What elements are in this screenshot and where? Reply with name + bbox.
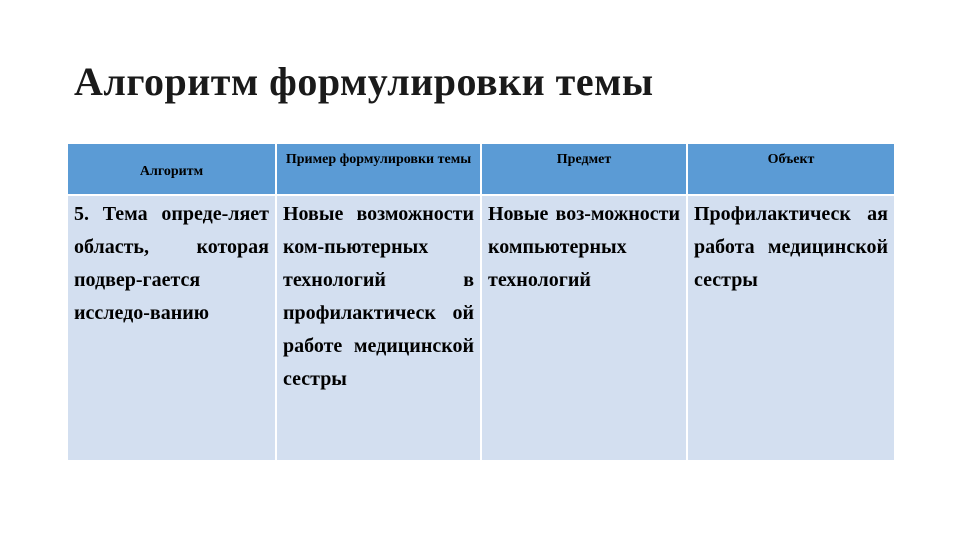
cell-subject xyxy=(481,195,687,461)
header-example xyxy=(276,143,481,195)
header-subject-label: Предмет xyxy=(556,152,612,167)
cell-algorithm-text: 5. Тема опреде-ляет область, которая подвер-гается исследо-ванию xyxy=(74,203,269,324)
table-row xyxy=(67,195,895,461)
cell-object-text: Профилактическ ая работа медицинской сестры xyxy=(694,203,888,291)
header-object xyxy=(687,143,895,195)
cell-example-text: Новые возможности ком-пьютерных технологий в профилактическ ой работе медицинской сестры xyxy=(283,203,474,390)
header-subject xyxy=(481,143,687,195)
cell-example xyxy=(276,195,481,461)
cell-algorithm xyxy=(67,195,276,461)
header-algorithm-label: Алгоритм xyxy=(139,164,204,179)
cell-object xyxy=(687,195,895,461)
header-object-label: Объект xyxy=(767,152,815,167)
header-algorithm xyxy=(67,143,276,195)
cell-subject-text: Новые воз-можности компьютерных технологий xyxy=(488,203,680,291)
table-header-row xyxy=(67,143,895,195)
header-example-label: Пример формулировки темы xyxy=(285,152,472,167)
content-table xyxy=(66,142,896,462)
slide-title: Алгоритм формулировки темы xyxy=(74,59,654,104)
